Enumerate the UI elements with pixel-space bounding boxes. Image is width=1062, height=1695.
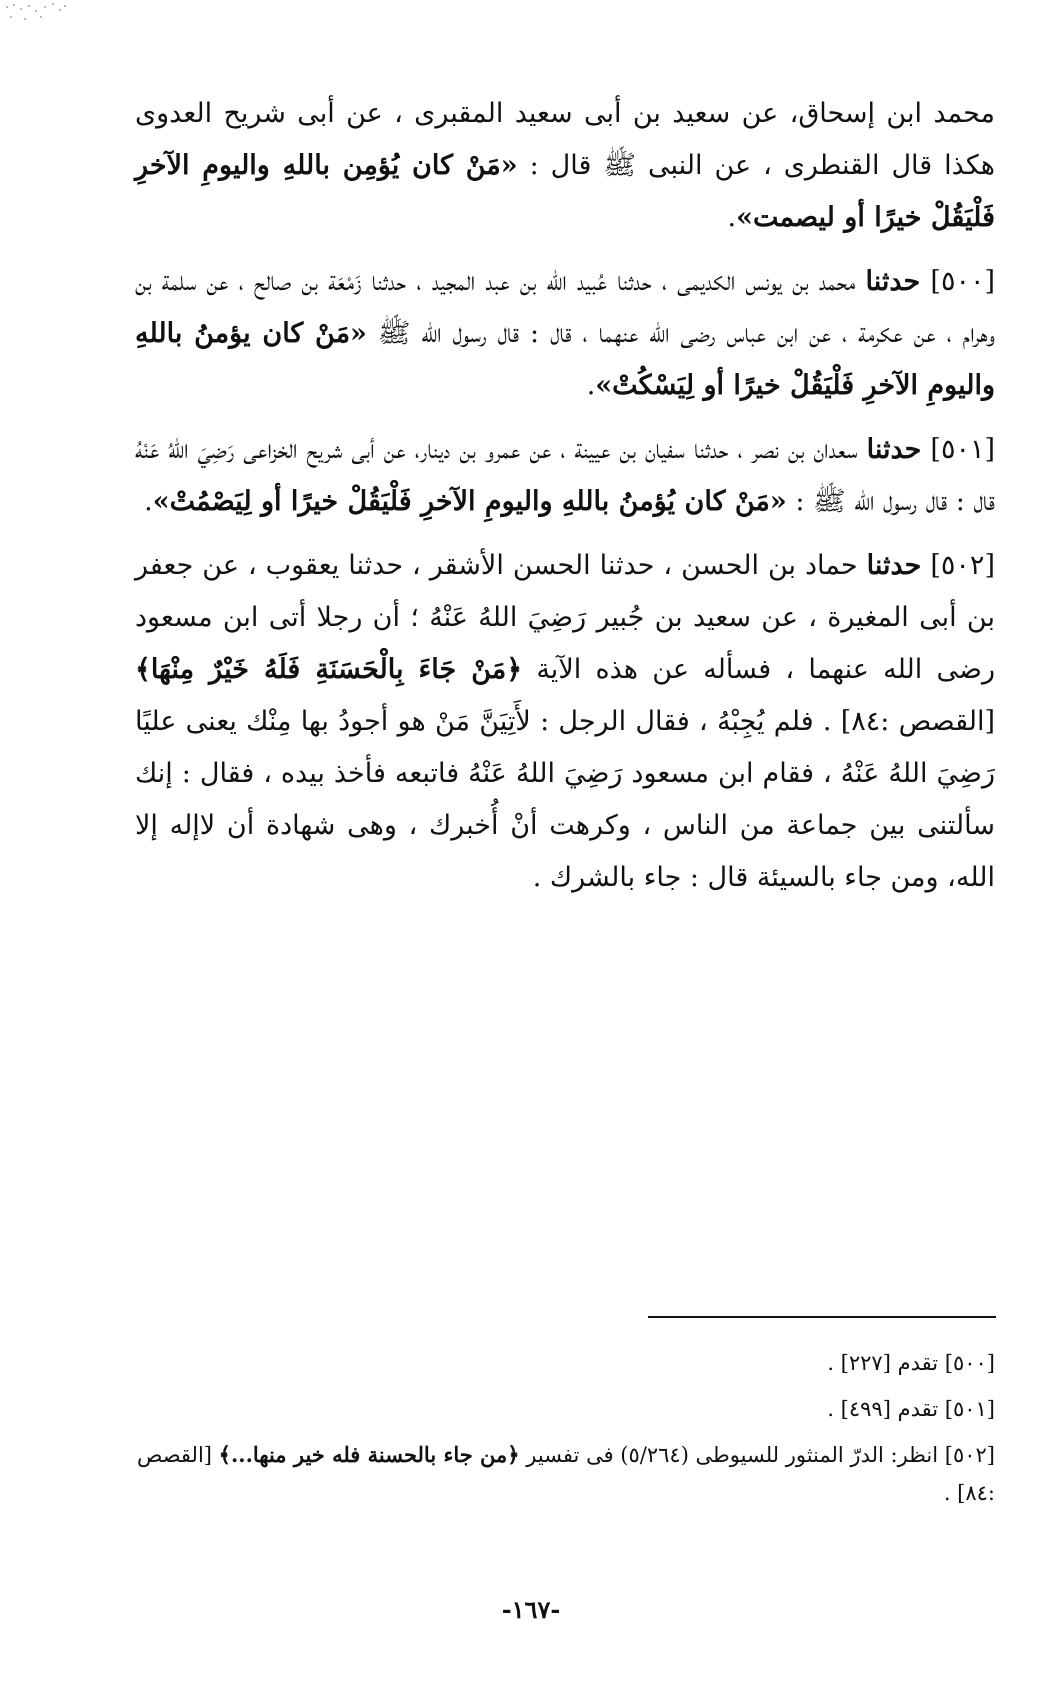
footnotes xyxy=(125,1344,995,1520)
hadith-quote: «مَنْ كان يُؤمِن باللهِ واليومِ الآخرِ فَلْيَقُلْ خيرًا أو ليصمت» xyxy=(135,150,995,233)
footnote-number: [٥٠١] xyxy=(944,1397,995,1421)
footnote-text: تقدم [٢٢٧] . xyxy=(827,1351,945,1375)
paragraph-text-end: . xyxy=(727,202,737,233)
paragraph-text: حماد بن الحسن ، حدثنا الحسن الأشقر ، حدثنا يعقوب ، عن جعفر بن أبى المغيرة ، عن سعيد بن جُبير رَضِيَ اللهُ عَنْهُ ؛ أن رجلا أتى ابن مسعود رضى الله عنهما ، فسأله عن هذه الآية xyxy=(135,550,996,685)
haddathana-word: حدثنا xyxy=(866,434,922,465)
footnote-text: تقدم [٤٩٩] . xyxy=(827,1397,945,1421)
scan-noise-mark xyxy=(4,2,74,42)
hadith-number: [٥٠٢] xyxy=(930,550,995,581)
paragraph-hadith-500 xyxy=(135,256,995,412)
page-number: -١٦٧- xyxy=(501,1595,561,1624)
paragraph-text: محمد ابن إسحاق، عن سعيد بن أبى سعيد المقبرى ، عن أبى شريح العدوى هكذا قال القنطرى ، عن النبى ﷺ قال : xyxy=(135,98,995,181)
footnote-text: انظر: الدرّ المنثور للسيوطى (٥/٢٦٤) فى تفسير xyxy=(519,1443,945,1467)
paragraph-text: سعدان بن نصر ، حدثنا سفيان بن عيينة ، عن عمرو بن دينار، عن أبى شريح الخزاعى رَضِيَ اللهُ عَنْهُ قال : قال رسول الله ﷺ : xyxy=(135,434,995,517)
footnote-500 xyxy=(125,1344,995,1382)
paragraph-hadith-502 xyxy=(135,540,995,904)
paragraph-continuation xyxy=(135,88,995,244)
main-text xyxy=(135,88,995,916)
paragraph-text: محمد بن يونس الكديمى ، حدثنا عُبيد الله بن عبد المجيد ، حدثنا زَمْعَة بن صالح ، عن سلمة بن وهرام ، عن عكرمة ، عن ابن عباس رضى الله عنهما ، قال : قال رسول الله ﷺ xyxy=(135,266,996,349)
hadith-quote: «مَنْ كان يُؤمنُ باللهِ واليومِ الآخرِ فَلْيَقُلْ خيرًا أو لِيَصْمُتْ» xyxy=(152,486,787,517)
footnote-verse-quote: ﴿من جاء بالحسنة فله خير منها...﴾ xyxy=(218,1442,520,1467)
paragraph-text-end: . xyxy=(144,486,153,517)
footnote-text-end: [القصص :٨٤] . xyxy=(136,1443,995,1505)
footnote-502 xyxy=(125,1436,995,1512)
haddathana-word: حدثنا xyxy=(866,550,922,581)
paragraph-hadith-501 xyxy=(135,424,995,528)
footnote-separator xyxy=(648,1316,996,1318)
hadith-number: [٥٠٠] xyxy=(930,266,995,297)
hadith-quote: «مَنْ كان يؤمنُ باللهِ واليومِ الآخرِ فَلْيَقُلْ خيرًا أو لِيَسْكُتْ» xyxy=(135,318,995,401)
footnote-number: [٥٠٠] xyxy=(944,1351,995,1375)
paragraph-text-end: . xyxy=(586,370,596,401)
quran-verse-quote: ﴿مَنْ جَاءَ بِالْحَسَنَةِ فَلَهُ خَيْرٌ مِنْهَا﴾ xyxy=(135,654,523,685)
haddathana-word: حدثنا xyxy=(865,266,921,297)
paragraph-text-end: [القصص :٨٤] . فلم يُجِبْهُ ، فقال الرجل : لأَتِيَنَّ مَنْ هو أجودُ بها مِنْك يعنى عليًا رَضِيَ اللهُ عَنْهُ ، فقام ابن مسعود رَضِيَ اللهُ عَنْهُ فاتبعه فأخذ بيده ، فقال : إنك سألتنى بين جماعة من الناس ، وكرهت أنْ أُخبرك ، وهى شهادة أن لاإله إلا الله، ومن جاء بالسيئة قال : جاء بالشرك . xyxy=(135,706,995,893)
footnote-501 xyxy=(125,1390,995,1428)
footnote-number: [٥٠٢] xyxy=(944,1443,995,1467)
hadith-number: [٥٠١] xyxy=(930,434,995,465)
